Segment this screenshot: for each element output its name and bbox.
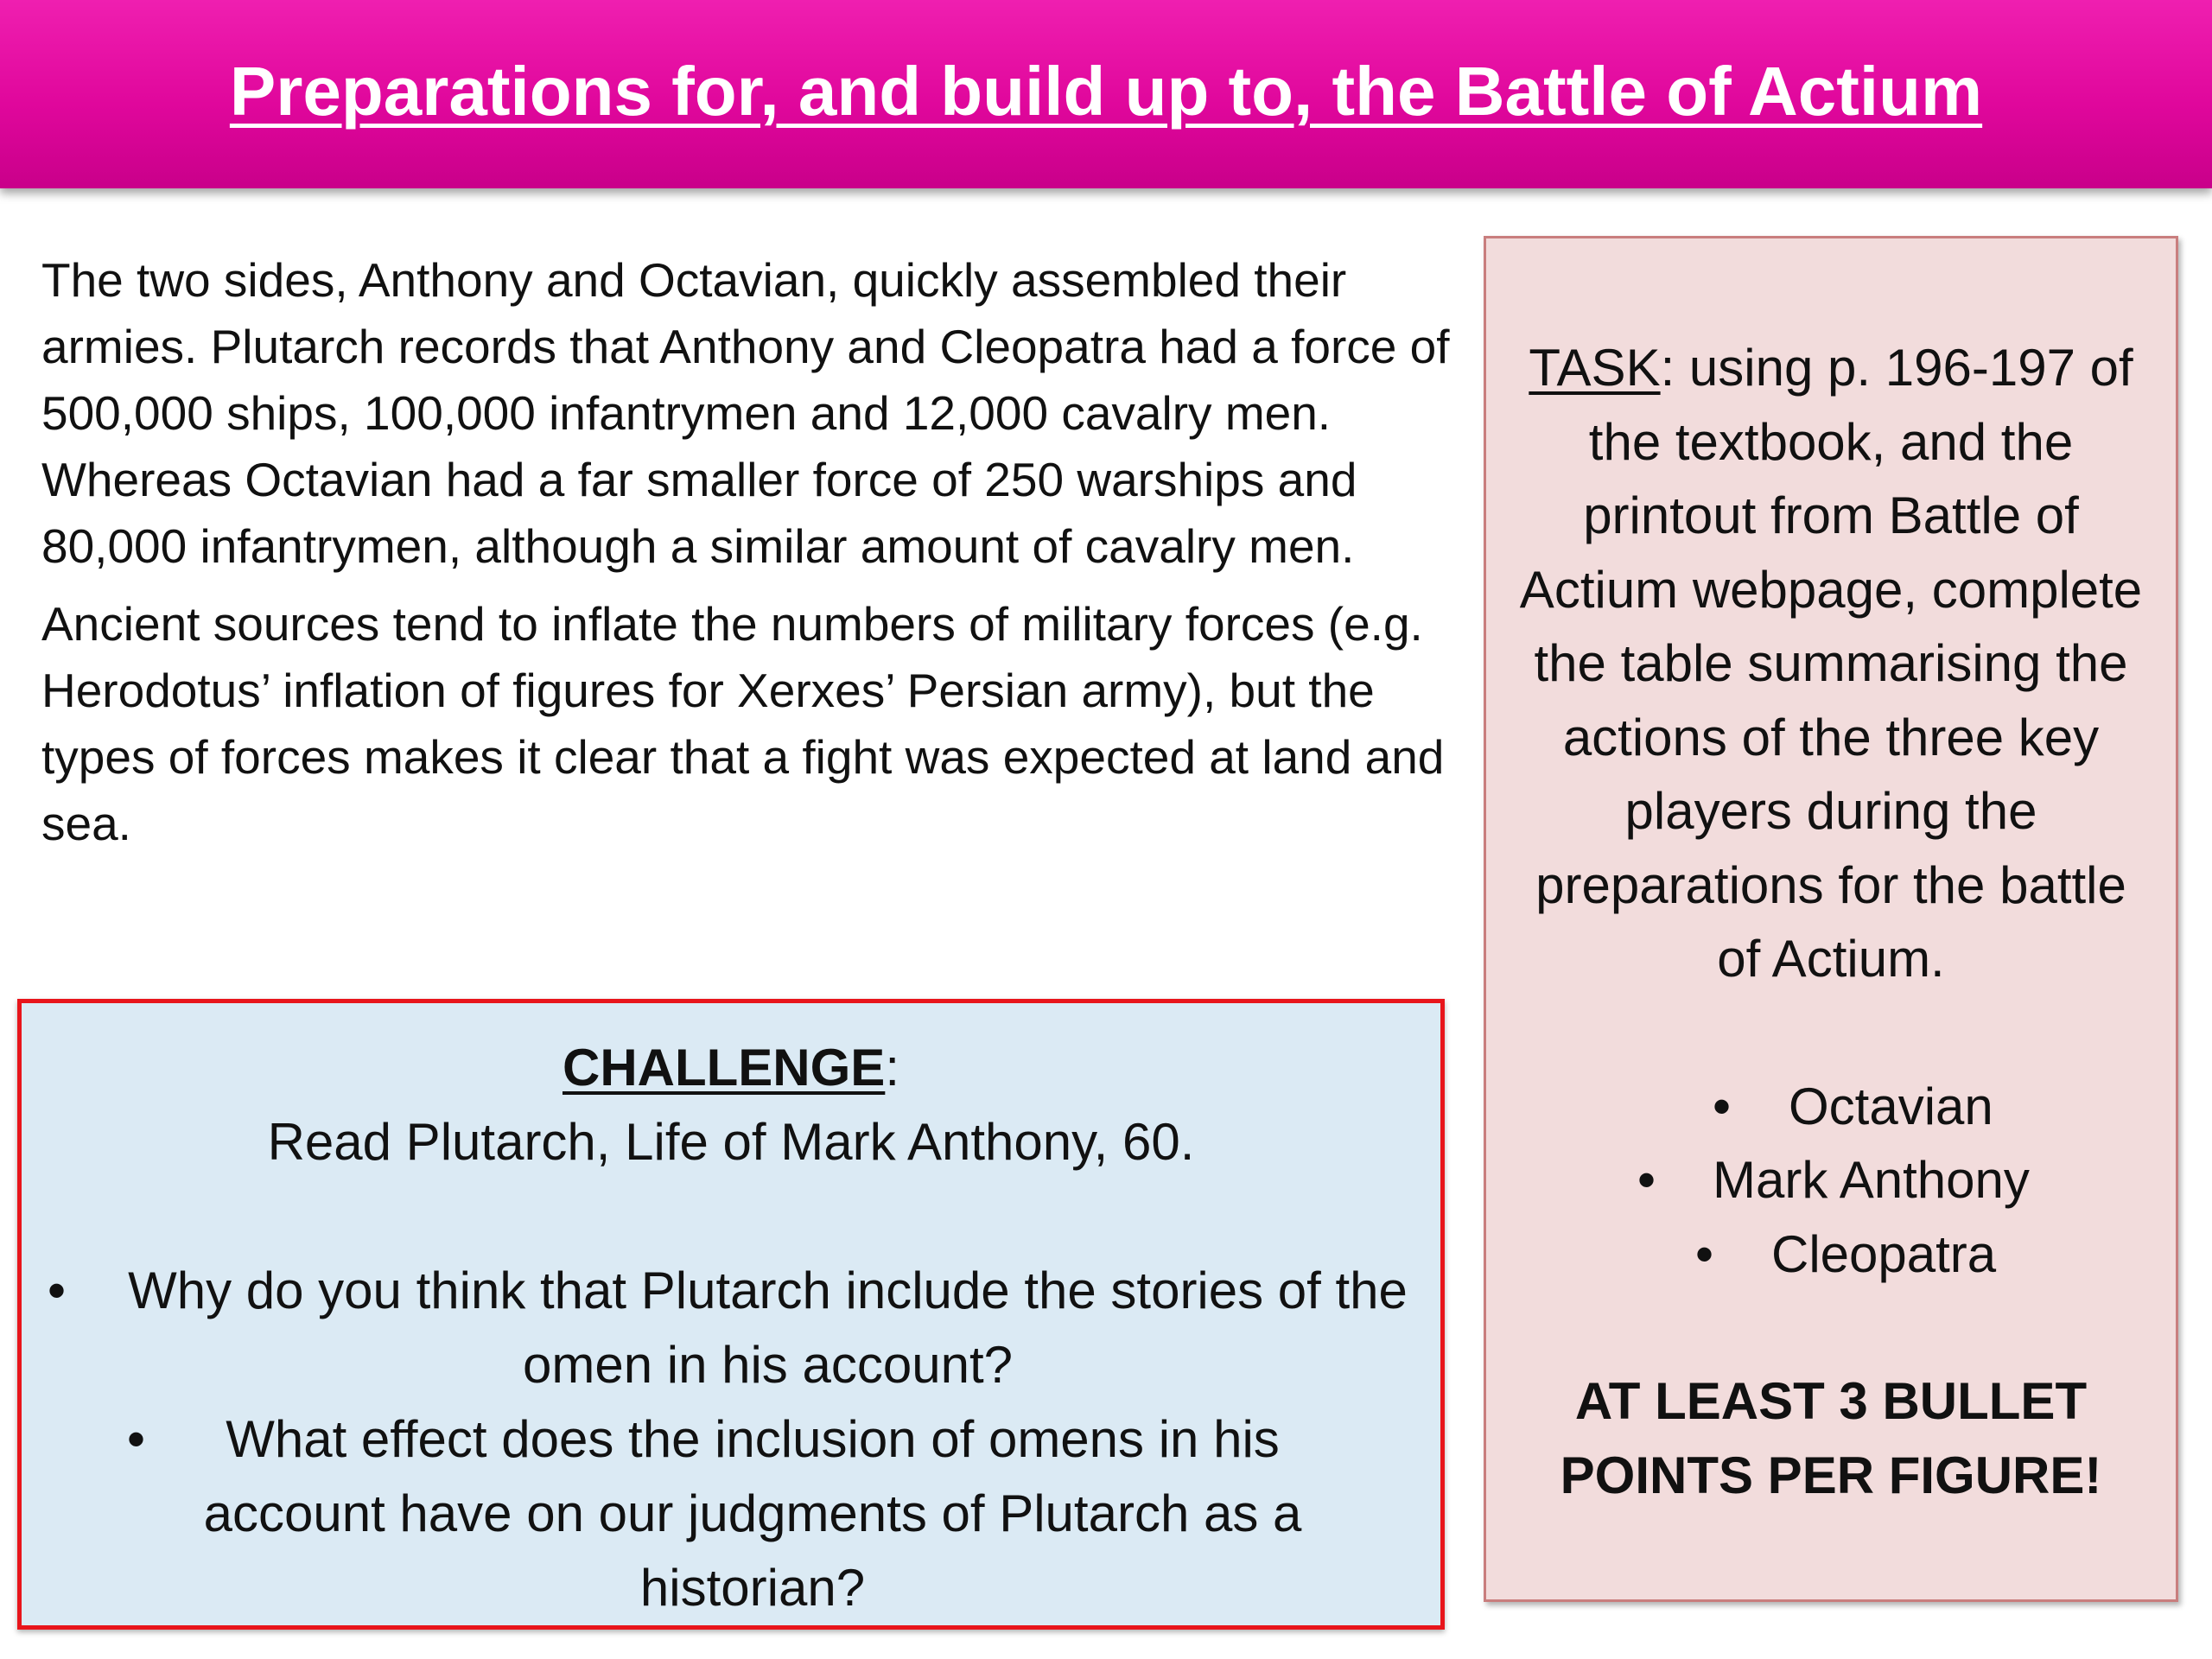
challenge-box [17,999,1445,1630]
challenge-question-1 [22,1254,1440,1402]
challenge-question-2 [22,1402,1440,1625]
task-text: : using p. 196-197 of the textbook, and the printout from Battle of Actium webpage, complete the table summarising the actions of the three key players during the preparations for the battle of Actium. [1519,339,2143,988]
bullet-icon: • [127,1410,146,1468]
challenge-spacer [22,1179,1440,1254]
title-banner [0,0,2212,188]
bullet-icon: • [1637,1151,1656,1209]
figure-item [1512,1070,2150,1144]
challenge-heading [22,1031,1440,1105]
challenge-heading-colon: : [885,1039,899,1096]
challenge-question-text: Why do you think that Plutarch include the stories of the omen in his account? [128,1262,1408,1394]
challenge-question-text: What effect does the inclusion of omens in his account have on our judgments of Plutarch as a historian? [203,1410,1302,1617]
task-box [1484,236,2178,1602]
bullet-icon: • [1695,1224,1714,1283]
bullet-icon: • [48,1262,67,1319]
figure-name: Octavian [1789,1077,1993,1135]
task-spacer [1512,1291,2150,1364]
intro-paragraph-1: The two sides, Anthony and Octavian, quickly assembled their armies. Plutarch records that Anthony and Cleopatra had a force of 500,000 ships, 100,000 infantrymen and 12,000 cavalry men. Whereas Octavian had a far smaller force of 250 warships and 80,000 infantrymen, although a similar amount of cavalry men. [41,253,1450,573]
figure-name: Cleopatra [1771,1224,1997,1283]
task-label: TASK [1529,339,1661,397]
task-requirement: AT LEAST 3 BULLET POINTS PER FIGURE! [1560,1372,2102,1504]
slide-title: Preparations for, and build up to, the Battle of Actium [229,53,1983,130]
intro-paragraph-2: Ancient sources tend to inflate the numbers of military forces (e.g. Herodotus’ inflation of figures for Xerxes’ Persian army), but the types of forces makes it clear that a fight was expected at land and sea. [41,597,1445,850]
intro-text [41,247,1459,868]
figure-list [1512,1070,2150,1292]
task-instructions [1512,331,2150,996]
figure-item [1512,1217,2150,1292]
bullet-icon: • [1713,1077,1732,1135]
figure-item [1512,1143,2150,1217]
figure-name: Mark Anthony [1713,1151,2030,1209]
challenge-reading: Read Plutarch, Life of Mark Anthony, 60. [267,1113,1195,1171]
challenge-heading-label: CHALLENGE [562,1039,886,1096]
task-spacer [1512,996,2150,1070]
